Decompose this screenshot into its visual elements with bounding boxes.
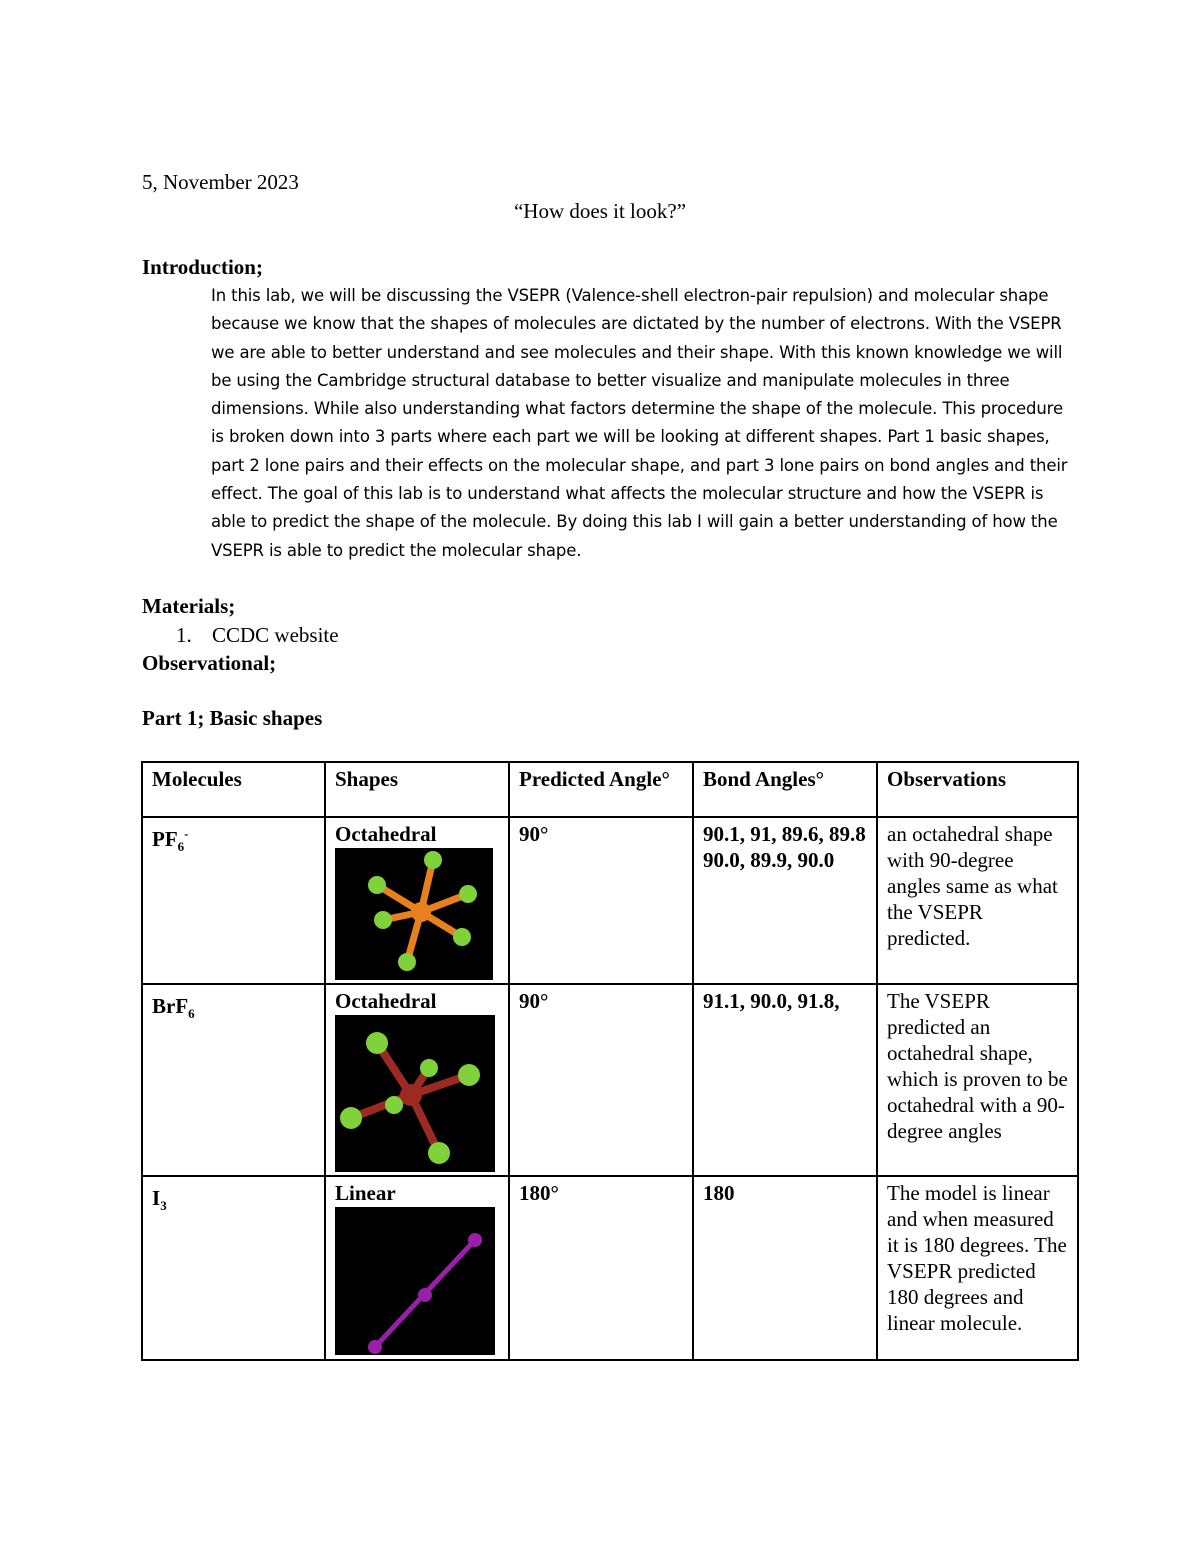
table-row: [142, 1176, 1078, 1360]
observation-cell: an octahedral shape with 90-degree angles same as what the VSEPR predicted.: [877, 817, 1078, 984]
header-predicted-angle: Predicted Angle°: [509, 762, 693, 817]
table-row: [142, 817, 1078, 984]
list-item-number: 1.: [176, 623, 192, 647]
molecule-cell: $I_3$: [142, 1176, 325, 1360]
observation-cell: The model is linear and when measured it is 180 degrees. The VSEPR predicted 180 degrees and linear molecule.: [877, 1176, 1078, 1360]
materials-list: [176, 623, 339, 648]
part-1-heading: Part 1; Basic shapes: [142, 706, 323, 730]
document-date: 5, November 2023: [142, 170, 299, 194]
bond-angles-cell: 90.1, 91, 89.6, 89.8 90.0, 89.9, 90.0: [693, 817, 877, 984]
table-row: [142, 984, 1078, 1176]
shape-cell: [325, 984, 509, 1176]
list-item: [176, 623, 339, 648]
shape-label: Linear: [335, 1181, 396, 1205]
basic-shapes-table: [141, 761, 1079, 1361]
header-shapes: Shapes: [325, 762, 509, 817]
header-observations: Observations: [877, 762, 1078, 817]
observation-cell: The VSEPR predicted an octahedral shape, which is proven to be octahedral with a 90-degree angles: [877, 984, 1078, 1176]
observational-heading: Observational;: [142, 651, 277, 675]
table-header-row: [142, 762, 1078, 817]
bond-angles-cell: 91.1, 90.0, 91.8,: [693, 984, 877, 1176]
introduction-heading: Introduction;: [142, 255, 263, 279]
header-molecules: Molecules: [142, 762, 325, 817]
shape-label: Octahedral: [335, 822, 437, 846]
i3-molecule-image: [335, 1207, 495, 1355]
shape-label: Octahedral: [335, 989, 437, 1013]
materials-heading: Materials;: [142, 594, 236, 618]
pf6-molecule-image: [335, 848, 493, 980]
bond-angles-cell: 180: [693, 1176, 877, 1360]
predicted-angle-cell: 90°: [509, 817, 693, 984]
list-item-text: CCDC website: [212, 623, 339, 647]
predicted-angle-cell: 90°: [509, 984, 693, 1176]
header-bond-angles: Bond Angles°: [693, 762, 877, 817]
predicted-angle-cell: 180°: [509, 1176, 693, 1360]
brf6-molecule-image: [335, 1015, 495, 1172]
introduction-paragraph: In this lab, we will be discussing the VSEPR (Valence-shell electron-pair repulsion) and molecular shape because we know that the shapes of molecules are dictated by the number of electrons. With the VSEPR we are able to better understand and see molecules and their shape. With this known knowledge we will be using the Cambridge structural database to better visualize and manipulate molecules in three dimensions. While also understanding what factors determine the shape of the molecule. This procedure is broken down into 3 parts where each part we will be looking at different shapes. Part 1 basic shapes, part 2 lone pairs and their effects on the molecular shape, and part 3 lone pairs on bond angles and their effect. The goal of this lab is to understand what affects the molecular structure and how the VSEPR is able to predict the shape of the molecule. By doing this lab I will gain a better understanding of how the VSEPR is able to predict the molecular shape.: [211, 286, 1068, 560]
document-title: “How does it look?”: [513, 199, 687, 223]
shape-cell: [325, 1176, 509, 1360]
shape-cell: [325, 817, 509, 984]
molecule-cell: $PF_6^-$: [142, 817, 325, 984]
molecule-cell: BrF$_6$: [142, 984, 325, 1176]
